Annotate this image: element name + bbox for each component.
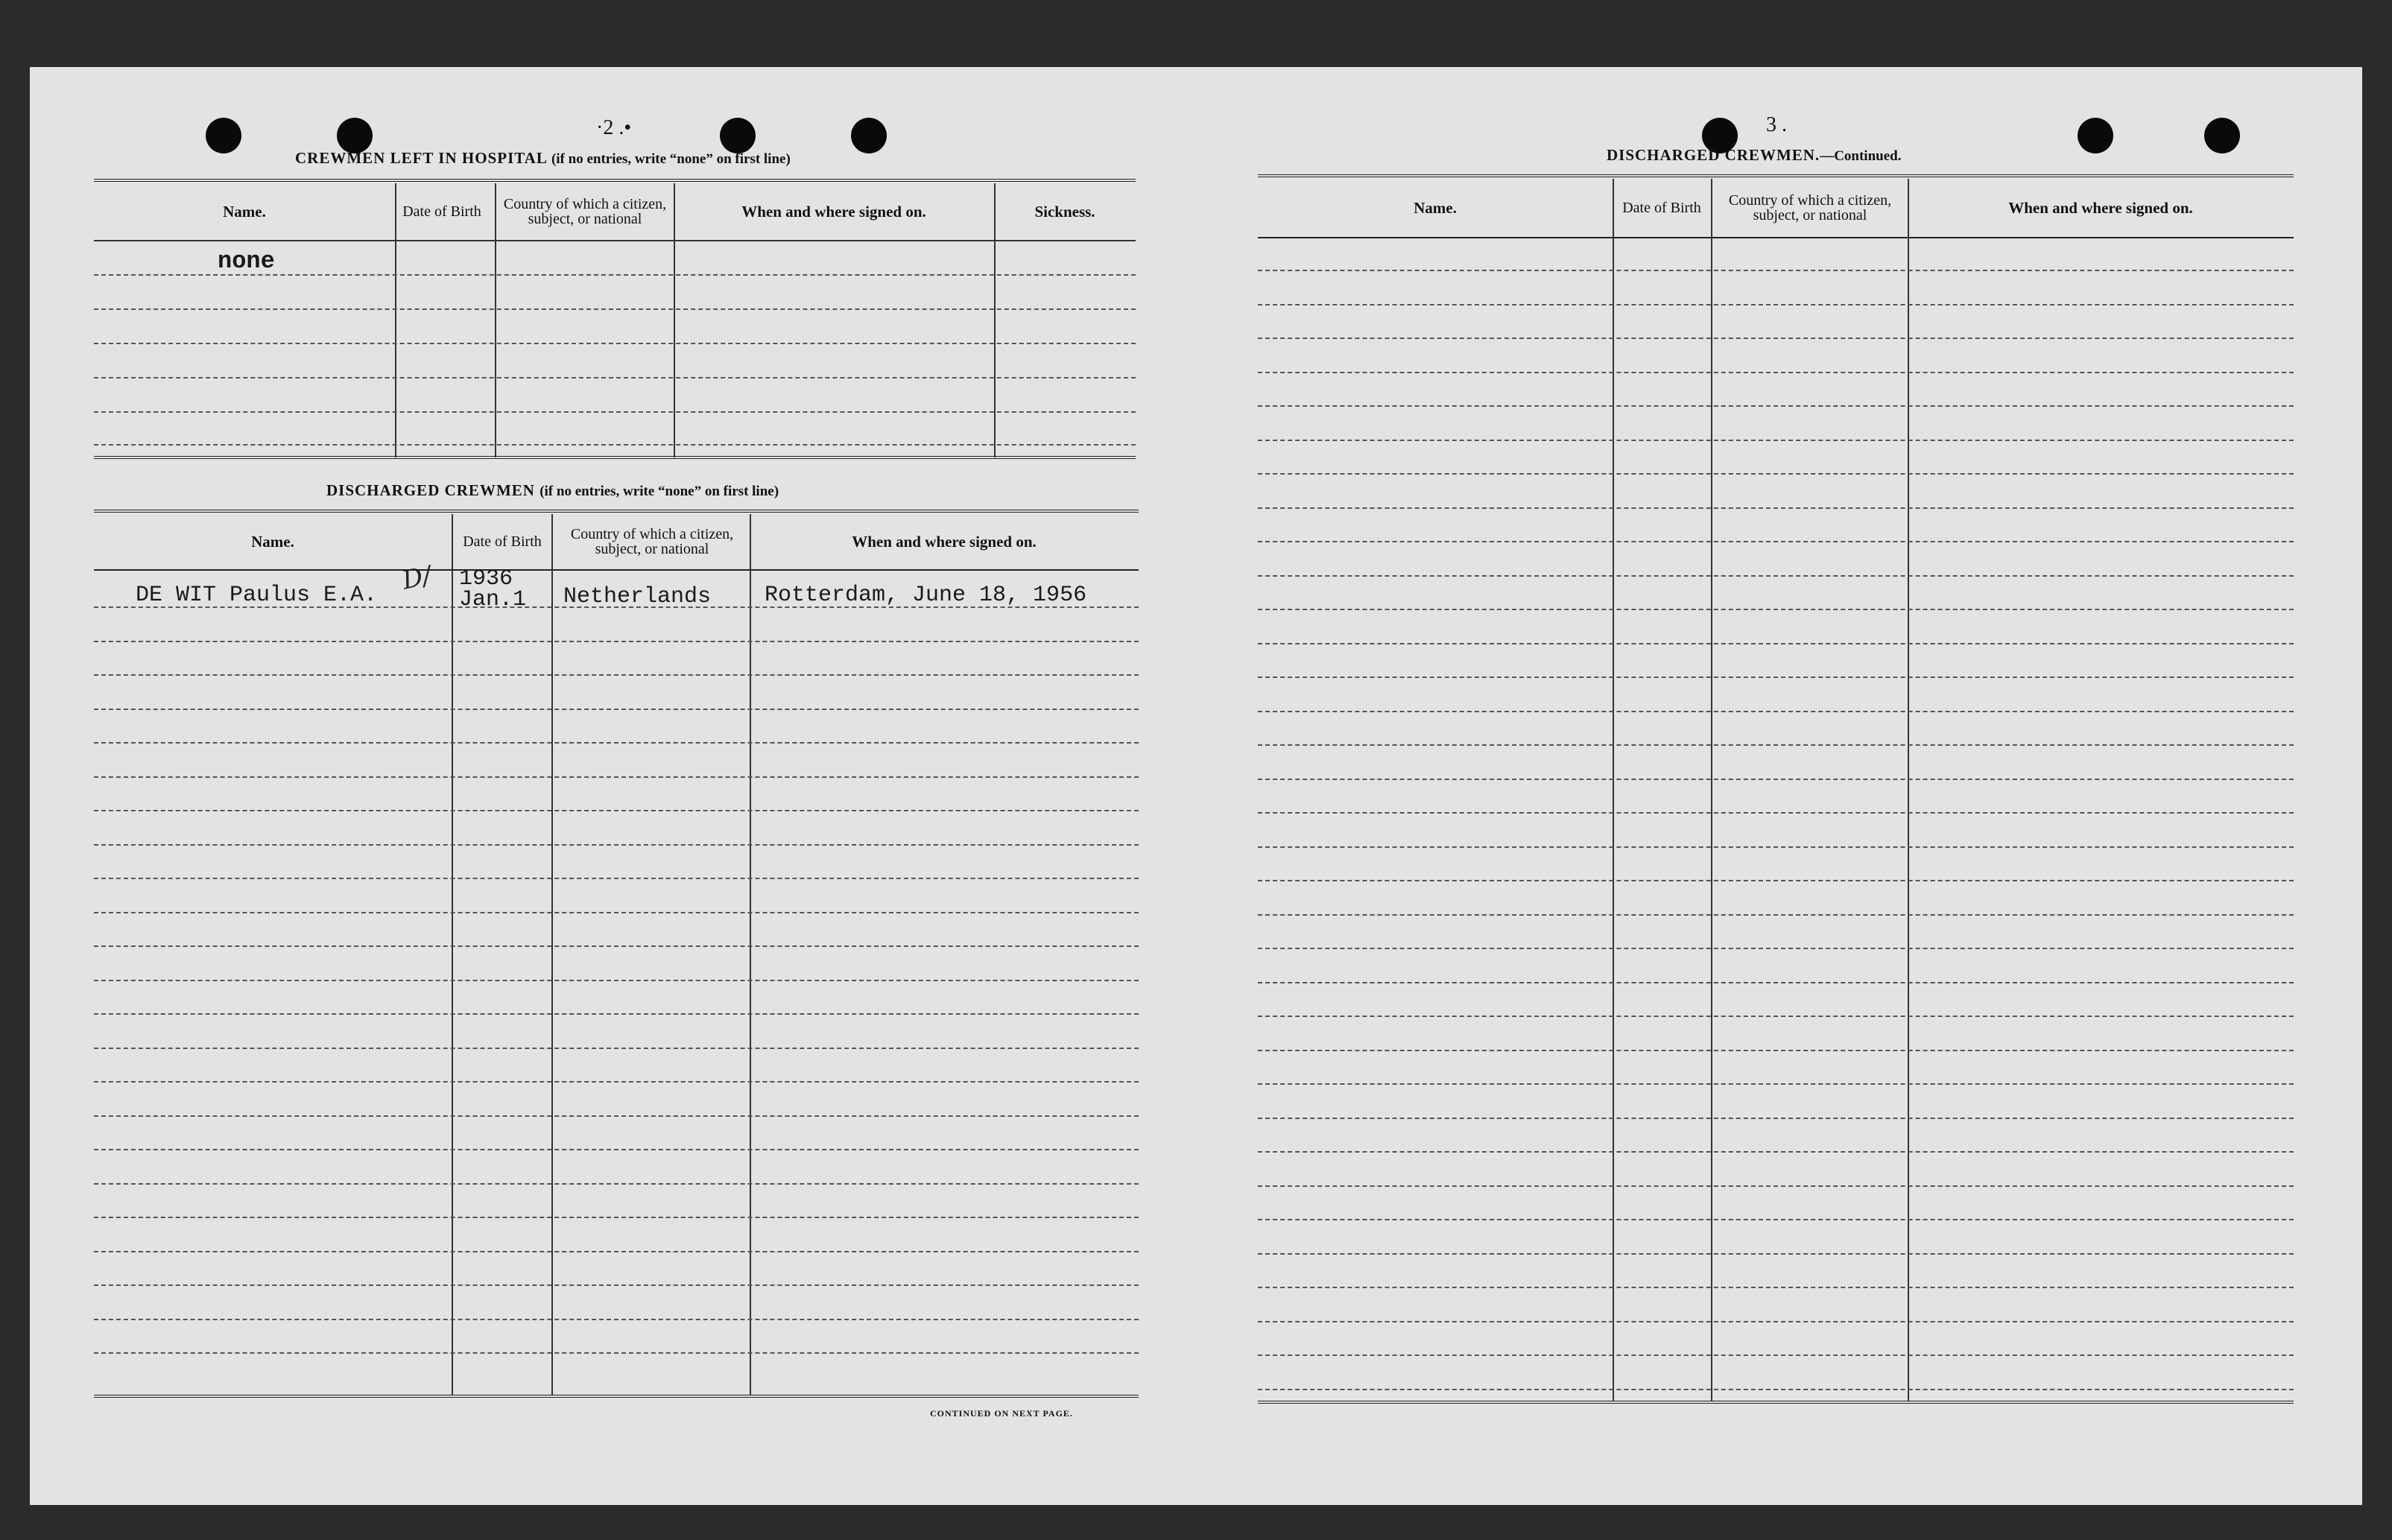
right-title-suffix: —Continued.	[1820, 148, 1902, 164]
ruled-line	[1258, 1253, 2294, 1255]
ruled-line	[1258, 1321, 2294, 1322]
ruled-line	[94, 810, 1139, 811]
ruled-line	[94, 980, 1139, 981]
column-header-signed-on: When and where signed on.	[741, 203, 926, 221]
discharged-table	[94, 510, 1139, 1404]
hospital-instruction: (if no entries, write “none” on first line)	[551, 151, 791, 167]
ruled-line	[1258, 507, 2294, 509]
ruled-line	[1258, 744, 2294, 746]
ruled-line	[1258, 1015, 2294, 1017]
continued-footer: CONTINUED ON NEXT PAGE.	[930, 1408, 1073, 1419]
page-number-left: ·2 .•	[596, 116, 632, 139]
ruled-line	[94, 742, 1139, 744]
ruled-line	[1258, 880, 2294, 881]
discharged-entry-name: DE WIT Paulus E.A.	[136, 583, 378, 608]
punch-hole	[337, 118, 373, 153]
punch-hole	[2078, 118, 2113, 153]
discharged-continued-table	[1258, 174, 2294, 1411]
right-section-title	[1607, 146, 1901, 165]
ruled-line	[1258, 304, 2294, 305]
discharged-title-text: DISCHARGED CREWMEN	[326, 481, 535, 499]
ruled-line	[94, 641, 1139, 642]
column-header-sickness: Sickness.	[1034, 203, 1095, 221]
ruled-line	[1258, 1287, 2294, 1288]
ruled-line	[1258, 1185, 2294, 1187]
punch-hole	[2204, 118, 2240, 153]
ruled-line	[1258, 575, 2294, 577]
column-header-dob: Date of Birth	[402, 203, 481, 220]
ruled-line	[1258, 338, 2294, 339]
ruled-line	[1258, 1083, 2294, 1085]
right-title-text: DISCHARGED CREWMEN.	[1607, 146, 1820, 164]
page-number-right: 3 .	[1766, 113, 1787, 136]
document-sheet	[30, 67, 2362, 1505]
column-header-dob: Date of Birth	[463, 533, 542, 550]
ruled-line	[1258, 812, 2294, 814]
discharged-entry-dob-year: 1936	[459, 566, 513, 592]
ruled-line	[1258, 1151, 2294, 1153]
discharged-entry-handwritten-mark: D/	[399, 560, 434, 596]
discharged-section-title	[326, 481, 779, 500]
column-header-name: Name.	[223, 203, 266, 221]
ruled-line	[94, 878, 1139, 879]
ruled-line	[94, 1251, 1139, 1252]
hospital-table	[94, 179, 1136, 529]
ruled-line	[94, 1217, 1139, 1218]
ruled-line	[1258, 405, 2294, 407]
ruled-line	[94, 709, 1139, 710]
ruled-line	[1258, 372, 2294, 373]
hospital-title-text: CREWMEN LEFT IN HOSPITAL	[295, 149, 547, 167]
discharged-entry-signed-on: Rotterdam, June 18, 1956	[765, 583, 1087, 608]
column-header-name: Name.	[251, 533, 294, 551]
ruled-line	[1258, 440, 2294, 441]
ruled-line	[94, 1048, 1139, 1049]
discharged-entry-country: Netherlands	[563, 584, 712, 609]
ruled-line	[94, 1352, 1139, 1354]
ruled-line	[1258, 676, 2294, 678]
column-header-country: Country of which a citizen, subject, or national	[503, 196, 667, 227]
ruled-line	[94, 1013, 1139, 1015]
ruled-line	[1258, 541, 2294, 542]
ruled-line	[1258, 1389, 2294, 1390]
ruled-line	[94, 776, 1139, 778]
punch-hole	[720, 118, 756, 153]
ruled-line	[94, 1183, 1139, 1185]
ruled-line	[94, 1284, 1139, 1286]
ruled-line	[1258, 473, 2294, 475]
column-header-signed-on: When and where signed on.	[852, 533, 1037, 551]
ruled-line	[94, 1319, 1139, 1320]
discharged-entry-dob-day: Jan.1	[459, 587, 527, 612]
column-header-country: Country of which a citizen, subject, or national	[1728, 192, 1892, 224]
ruled-line	[1258, 1354, 2294, 1356]
discharged-instruction: (if no entries, write “none” on first line)	[540, 484, 779, 499]
column-header-name: Name.	[1414, 199, 1457, 217]
column-header-country: Country of which a citizen, subject, or national	[570, 526, 734, 557]
ruled-line	[1258, 270, 2294, 271]
ruled-line	[1258, 1118, 2294, 1119]
punch-hole	[851, 118, 887, 153]
ruled-line	[1258, 948, 2294, 949]
ruled-line	[1258, 982, 2294, 983]
ruled-line	[94, 1081, 1139, 1083]
hospital-section-title	[295, 149, 791, 168]
ruled-line	[1258, 914, 2294, 916]
column-header-dob: Date of Birth	[1622, 200, 1701, 216]
hospital-entry-name: none	[218, 247, 275, 275]
ruled-line	[1258, 609, 2294, 610]
ruled-line	[94, 1115, 1139, 1117]
punch-hole	[206, 118, 241, 153]
ruled-line	[94, 674, 1139, 676]
column-header-signed-on: When and where signed on.	[2008, 199, 2193, 217]
ruled-line	[94, 844, 1139, 846]
ruled-line	[1258, 1219, 2294, 1220]
ruled-line	[94, 912, 1139, 913]
ruled-line	[1258, 643, 2294, 644]
ruled-line	[1258, 779, 2294, 780]
ruled-line	[1258, 711, 2294, 712]
ruled-line	[1258, 1050, 2294, 1051]
ruled-line	[94, 1149, 1139, 1150]
ruled-line	[1258, 846, 2294, 848]
ruled-line	[94, 945, 1139, 947]
